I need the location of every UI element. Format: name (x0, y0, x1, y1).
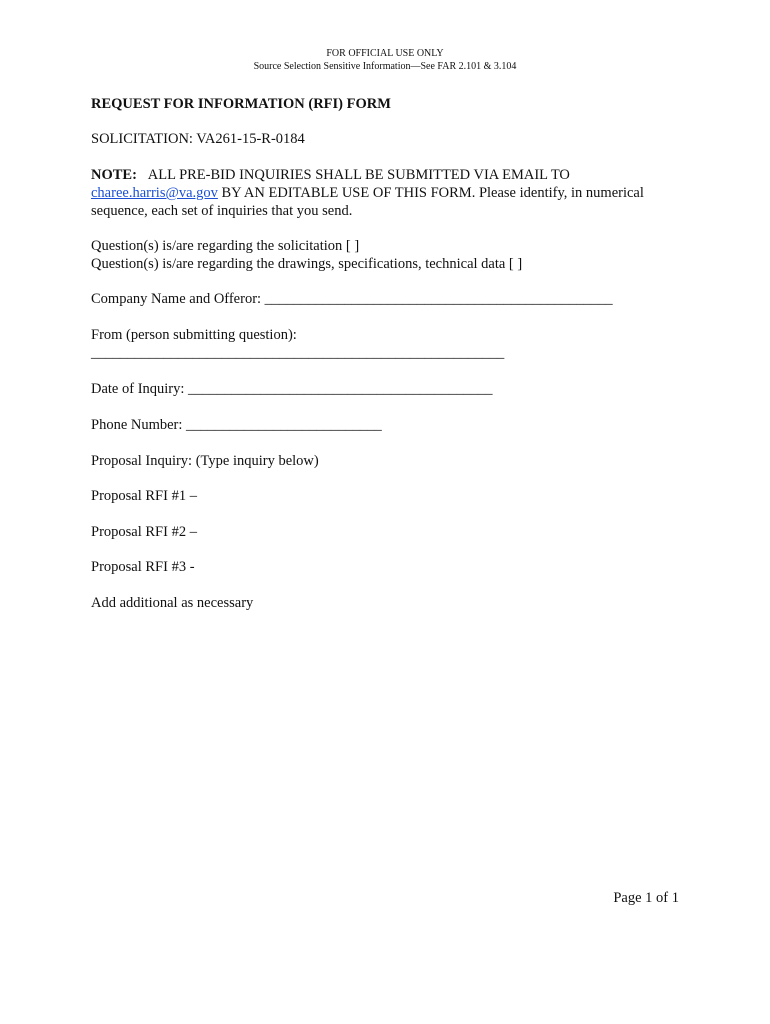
page-header (0, 47, 770, 73)
proposal-rfi-3[interactable]: Proposal RFI #3 - (91, 559, 195, 575)
proposal-inquiry-intro: Proposal Inquiry: (Type inquiry below) (91, 453, 319, 469)
solicitation-number: SOLICITATION: VA261-15-R-0184 (91, 131, 305, 147)
note-paragraph (91, 166, 691, 220)
proposal-rfi-2[interactable]: Proposal RFI #2 – (91, 524, 197, 540)
document-title: REQUEST FOR INFORMATION (RFI) FORM (91, 96, 391, 112)
note-text-line1: ALL PRE-BID INQUIRIES SHALL BE SUBMITTED VIA EMAIL TO (147, 167, 570, 183)
note-text-line2: BY AN EDITABLE USE OF THIS FORM. Please identify, in numerical (221, 185, 644, 201)
from-field-line[interactable]: _________________________________________________________ (91, 345, 505, 361)
question-type-section (91, 237, 691, 273)
date-of-inquiry-field[interactable]: Date of Inquiry: __________________________________________ (91, 381, 493, 397)
note-label: NOTE: (91, 167, 137, 183)
header-sensitivity-notice: Source Selection Sensitive Information—See FAR 2.101 & 3.104 (253, 61, 517, 72)
company-name-field[interactable]: Company Name and Offeror: ________________________________________________ (91, 291, 613, 307)
phone-number-field[interactable]: Phone Number: ___________________________ (91, 417, 382, 433)
question-solicitation-checkbox-line[interactable]: Question(s) is/are regarding the solicitation [ ] (91, 238, 360, 254)
additional-note: Add additional as necessary (91, 595, 254, 611)
proposal-rfi-1[interactable]: Proposal RFI #1 – (91, 488, 197, 504)
from-field (91, 326, 691, 362)
page-number: Page 1 of 1 (613, 890, 679, 906)
from-field-label: From (person submitting question): (91, 327, 297, 343)
question-drawings-checkbox-line[interactable]: Question(s) is/are regarding the drawings, specifications, technical data [ ] (91, 256, 523, 272)
email-link[interactable]: charee.harris@va.gov (91, 185, 218, 201)
header-classification: FOR OFFICIAL USE ONLY (326, 48, 444, 59)
note-text-line3: sequence, each set of inquiries that you send. (91, 203, 353, 219)
